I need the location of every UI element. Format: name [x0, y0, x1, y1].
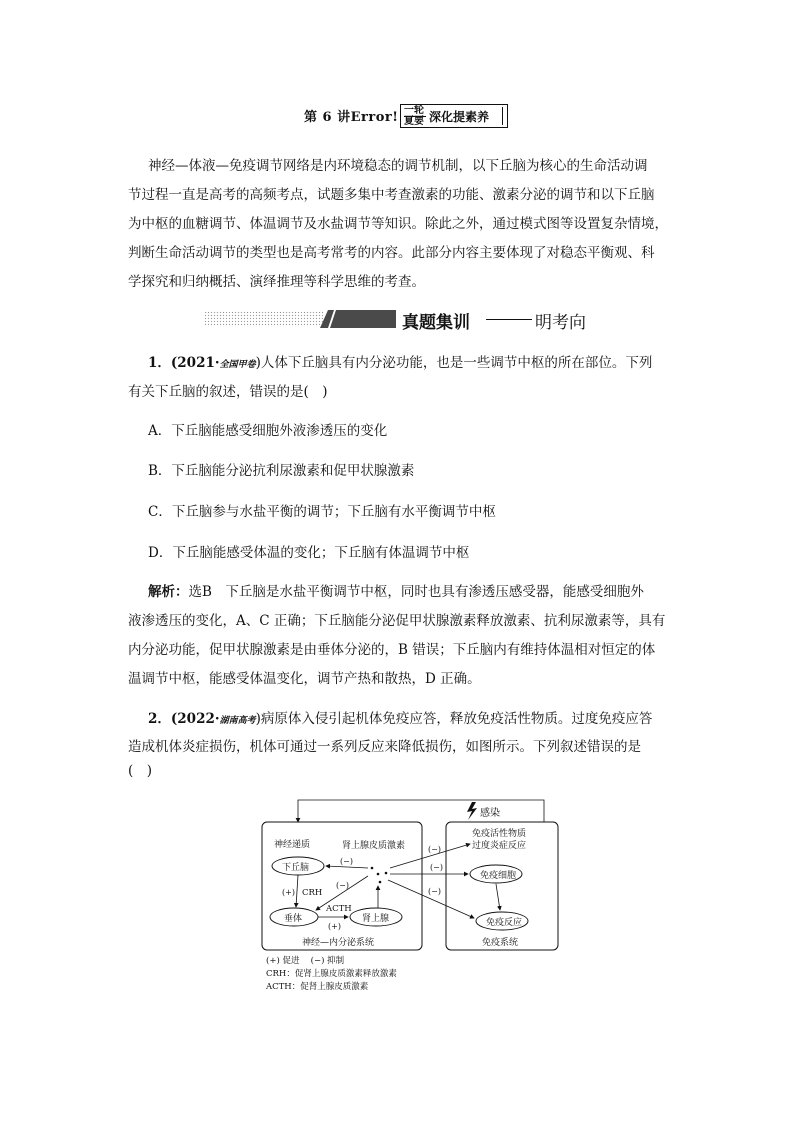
q1-option-b: B．下丘脑能分泌抗利尿激素和促甲状腺激素	[148, 463, 415, 479]
q1-stem: )人体下丘脑具有内分泌功能，也是一些调节中枢的所在部位。下列	[255, 355, 653, 371]
hypothalamus-label: 下丘脑	[282, 863, 310, 873]
adrenal-label: 肾上腺	[362, 914, 390, 924]
q2-year: (2022·	[170, 711, 220, 727]
hub-to-immune-response-arrow	[388, 880, 474, 918]
tag-top: 一轮	[404, 105, 424, 116]
q1-analysis-text: 选B 下丘脑是水盐平衡调节中枢，同时也具有渗透压感受器，能感受细胞外	[188, 584, 644, 600]
crh-label: CRH	[302, 888, 323, 898]
inflammation-label: 过度炎症反应	[472, 841, 527, 851]
legend-line2: CRH：促肾上腺皮质激素释放激素	[266, 969, 397, 979]
section-banner	[204, 306, 594, 332]
inhibit-hypothalamus: (−)	[340, 857, 353, 866]
q1-analysis-line2: 液渗透压的变化，A、C 正确；下丘脑能分泌促甲状腺激素释放激素、抗利尿激素等，具有	[128, 613, 666, 629]
q1-analysis-line4: 温调节中枢，能感受体温变化，调节产热和散热，D 正确。	[128, 671, 481, 687]
crh-plus: (+)	[282, 888, 295, 897]
banner-subtitle: 明考向	[535, 313, 586, 333]
hub-dot	[371, 867, 374, 870]
q1-analysis-label: 解析：	[148, 584, 189, 600]
q1-option-d: D．下丘脑能感受体温的变化；下丘脑有体温调节中枢	[148, 545, 470, 561]
tag-edge	[502, 107, 505, 125]
q2-source: 湖南高考	[219, 716, 256, 726]
q1-option-a: A．下丘脑能感受细胞外液渗透压的变化	[148, 423, 388, 439]
q2-stem: )病原体入侵引起机体免疫应答，释放免疫活性物质。过度免疫应答	[255, 711, 653, 727]
inhibit-immune-response: (−)	[428, 887, 441, 896]
regulation-diagram	[256, 796, 566, 996]
intro-line: 神经—体液—免疫调节网络是内环境稳态的调节机制，以下丘脑为核心的生命活动调	[148, 158, 648, 174]
chapter-title: 第 6 讲Error!	[304, 110, 399, 125]
chapter-header	[0, 104, 794, 128]
infection-label: 感染	[480, 808, 500, 819]
tag-bottom: 夏要	[404, 116, 424, 127]
q2-stem-line3: ( )	[128, 763, 153, 779]
crh-arrow	[296, 875, 298, 907]
q1-number: 1．	[148, 355, 171, 371]
immune-cell-to-response-arrow	[496, 884, 500, 910]
q1-analysis-line3: 内分泌功能，促甲状腺激素是由垂体分泌的，B 错误；下丘脑内有维持体温相对恒定的体	[128, 642, 656, 658]
cortisol-label: 肾上腺皮质激素	[342, 841, 406, 851]
legend-line3: ACTH：促肾上腺皮质激素	[266, 982, 369, 992]
banner-dots	[204, 311, 324, 327]
intro-line: 判断生命活动调节的类型也是高考常考的内容。此部分内容主要体现了对稳态平衡观、科	[128, 245, 655, 261]
lightning-icon	[467, 802, 477, 820]
intro-line: 学探究和归纳概括、演绎推理等科学思维的考查。	[128, 274, 425, 290]
q1-stem-line1	[148, 351, 652, 371]
q2-stem-line1	[148, 707, 652, 727]
q1-stem-line2: 有关下丘脑的叙述，错误的是( )	[128, 384, 328, 400]
inhibit-pituitary: (−)	[336, 881, 349, 890]
intro-line: 节过程一直是高考的高频考点，试题多集中考查激素的功能、激素分泌的调节和以下丘脑	[128, 187, 655, 203]
diagram-svg	[256, 796, 566, 996]
q1-source: 全国甲卷	[219, 360, 256, 370]
immune-response-label: 免疫反应	[486, 918, 523, 928]
acth-plus: (+)	[328, 922, 341, 931]
acth-label: ACTH	[326, 904, 352, 914]
q2-number: 2．	[148, 711, 171, 727]
inhibit-immune-cell: (−)	[430, 863, 443, 872]
q1-year: (2021·	[170, 355, 220, 371]
q1-analysis-line1	[148, 580, 644, 600]
hub-dot	[377, 873, 380, 876]
immune-cell-label: 免疫细胞	[480, 871, 517, 881]
immune-active-label: 免疫活性物质	[472, 829, 527, 839]
q1-option-c: C．下丘脑参与水盐平衡的调节；下丘脑有水平衡调节中枢	[148, 504, 496, 520]
neurotransmitter-label: 神经递质	[274, 840, 311, 850]
hub-dot	[379, 881, 382, 884]
feedback-arrow	[298, 800, 544, 822]
banner-dash	[486, 319, 532, 320]
inhibit-inflammation: (−)	[428, 845, 441, 854]
tag-box	[400, 104, 508, 128]
intro-line: 为中枢的血糖调节、体温调节及水盐调节等知识。除此之外，通过模式图等设置复杂情境，	[128, 216, 668, 232]
tag-right: 深化提素养	[429, 110, 490, 124]
hub-to-hypothalamus-arrow	[326, 866, 368, 868]
hub-dot	[385, 872, 388, 875]
pituitary-label: 垂体	[284, 914, 303, 924]
q2-stem-line2: 造成机体炎症损伤，机体可通过一系列反应来降低损伤，如图所示。下列叙述错误的是	[128, 739, 641, 755]
neuro-endocrine-label: 神经—内分泌系统	[302, 938, 375, 948]
immune-system-label: 免疫系统	[482, 938, 519, 948]
legend-line1: (+) 促进 (−) 抑制	[266, 956, 345, 966]
banner-title: 真题集训	[402, 313, 470, 333]
